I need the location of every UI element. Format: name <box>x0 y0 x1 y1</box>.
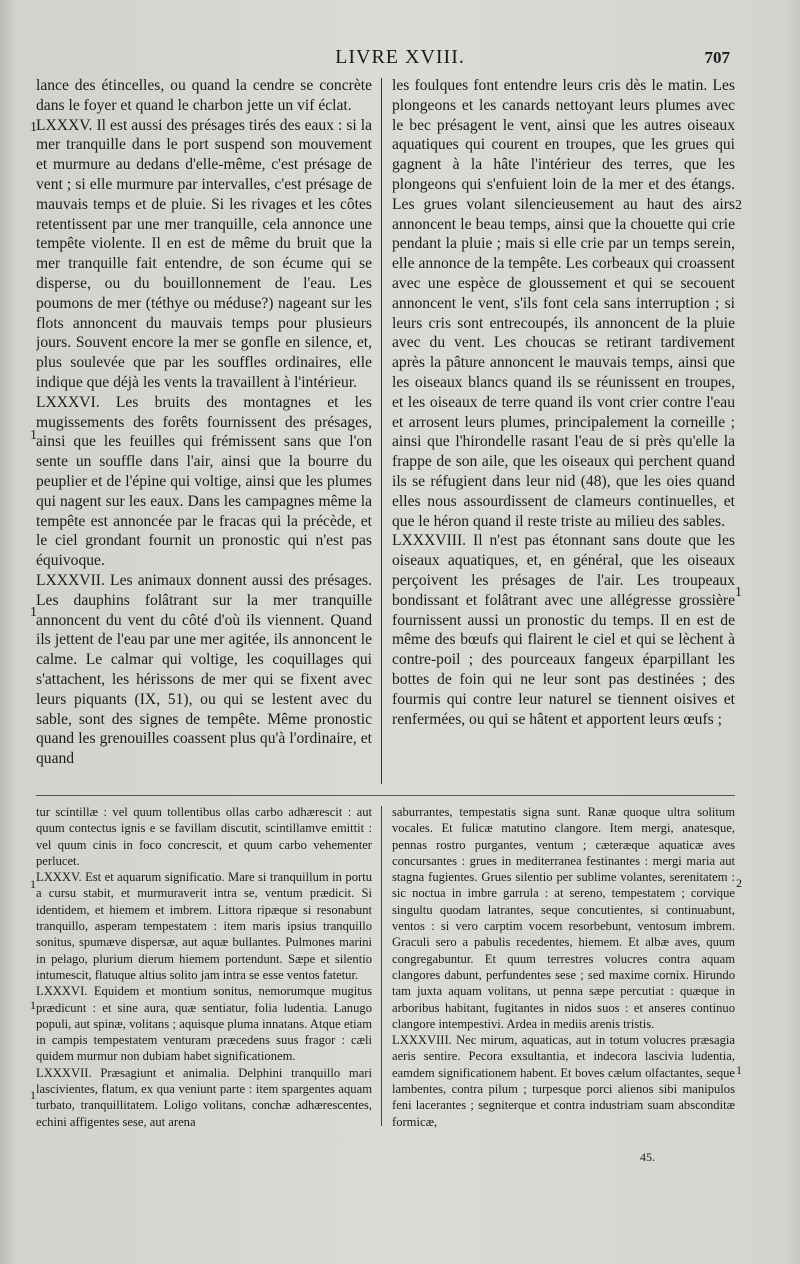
latin-paragraph-lxxxv: LXXXV. Est et aquarum significatio. Mare si tranquillum in portu a cursu stabit, et murmuraverit intra se, ventum prædicit. Si identidem, et hiemem et imbrem. Littora ripæque si resonabunt tranquillo, asperam tempestatem : item maris ipsius tranquillo sonitus, spumæve dispersæ, aut aquæ bullantes. Pulmones marini in pelago, plurium dierum hiemem portendunt. Sæpe et silentio intumescit, flatuque altius solito jam intra se esse ventos fatetur. <box>36 870 372 982</box>
margin-mark: 1 <box>30 1088 36 1102</box>
book-title: LIVRE XVIII. <box>335 46 465 68</box>
column-divider-lower <box>381 806 382 1126</box>
page-number: 707 <box>704 48 730 67</box>
margin-mark: 1 <box>30 120 37 135</box>
latin-paragraph: tur scintillæ : vel quum tollentibus ollas carbo adhærescit : aut quum contectus ignis e se favillam discutit, scintillamve emittit : vel quum cinis in foco concrescit, et quum carbo vehementer perlucet. <box>36 805 372 868</box>
french-column-right <box>392 76 735 788</box>
latin-column-right <box>392 804 735 1174</box>
margin-mark: 1 <box>735 585 742 600</box>
margin-mark: 2 <box>735 198 742 213</box>
latin-paragraph-lxxxvi: LXXXVI. Equidem et montium sonitus, nemorumque mugitus prædicunt : et sine aura, quæ sentiatur, folia ludentia. Lanugo populi, aut spinæ, volitans ; aquisque pluma innatans. Atque etiam in campis tempestatem venturam præcedens suus fragor : cæli quidem murmur non dubiam habet significationem. <box>36 984 372 1064</box>
paragraph-lxxxvii: LXXXVII. Les animaux donnent aussi des présages. Les dauphins folâtrant sur la mer tranquille annoncent du vent du côté d'où ils viennent. Quand ils jettent de l'eau par une mer agitée, ils annoncent le calme. Le calmar qui voltige, les coquillages qui s'attachent, les hérissons de mer qui se fixent avec leurs piquants (IX, 51), ou qui se lestent avec du sable, sont des signes de tempête. Même pronostic quand les grenouilles coassent plus qu'à l'ordinaire, et quand <box>36 571 372 768</box>
paragraph: lance des étincelles, ou quand la cendre se concrète dans le foyer et quand le charbon jette un vif éclat. <box>36 77 372 114</box>
latin-paragraph-lxxxviii: LXXXVIII. Nec mirum, aquaticas, aut in totum volucres præsagia aeris sentire. Pecora exsultantia, et indecora lascivia ludentia, eamdem significationem habent. Et boves cælum olfactantes, seque lambentes, contra pilum ; turpesque porci alienos sibi manipulos feni lacerantes ; segniterque et contra industriam suam absconditæ formicæ, <box>392 1033 735 1129</box>
french-column-left <box>36 76 372 788</box>
latin-paragraph: saburrantes, tempestatis signa sunt. Ranæ quoque ultra solitum vocales. Et fulicæ matutino clangore. Item mergi, anatesque, pennas rostro purgantes, ventum ; cæteræque aquaticæ aves concursantes : grues in mediterranea festinantes : mergi maria aut stagna fugientes. Grues silentio per sublime volantes, serenitatem : sic noctua in imbre garrula : at sereno, tempestatem ; corvique singultu quodam latrantes, seque concutientes, si continuabunt, ventos : si vero carptim vocem resorbebunt, ventosum imbrem. Graculi sero a pabulis recedentes, hiemem. Et albæ aves, quum congregabuntur. Et quum terrestres volucres contra aquam clangores dabunt, perfundentes sese ; sed maxime cornix. Hirundo tam juxta aquam volitans, ut penna sæpe percutiat : quæque in arboribus habitant, fugitantes in nidos suos : et anseres continuo clangore intempestivi. Ardea in mediis arenis tristis. <box>392 805 735 1031</box>
section-rule <box>36 795 735 796</box>
paragraph-lxxxvi: LXXXVI. Les bruits des montagnes et les mugissements des forêts fournissent des présages, ainsi que les feuilles qui frémissent sans que l'on sente un souffle dans l'air, ainsi que la bourre du peuplier et de l'épine qui voltige, ainsi que les plumes qui nagent sur les eaux. Dans les campagnes même la tempête est annoncée par le fracas qui la précède, et le ciel grondant fournit un pronostic qui n'est pas équivoque. <box>36 393 372 570</box>
margin-mark: 2 <box>736 876 742 890</box>
paragraph-lxxxviii: LXXXVIII. Il n'est pas étonnant sans doute que les oiseaux aquatiques, et, en général, que les oiseaux perçoivent les présages de l'air. Les troupeaux bondissant et folâtrant avec une allégresse grossière fournissent aussi un pronostic du temps. Il en est de même des bœufs qui flairent le ciel et qui se lèchent à contre-poil ; des pourceaux fangeux éparpillant les bottes de foin qui ne leur sont pas destinées ; des fourmis qui contre leur naturel se tiennent oisives et renfermées, ou qui se hâtent et apportent leurs œufs ; <box>392 532 735 728</box>
paragraph-lxxxv: LXXXV. Il est aussi des présages tirés des eaux : si la mer tranquille dans le port suspend son mouvement et murmure au dedans d'elle-même, c'est présage de vent ; si elle murmure par intervalles, c'est présage de mauvais temps et de pluie. Si les rivages et les côtes retentissent par une mer tranquille, cela annonce une tempête violente. Il en est de même du bruit que la mer tranquille fait entendre, de son écume qui se disperse, ou du bouillonnement de l'eau. Les poumons de mer (téthye ou méduse?) nageant sur les flots annoncent du mauvais temps pour plusieurs jours. Souvent encore la mer se gonfle en silence, et, plus soulevée que par les souffles ordinaires, elle indique que déjà les vents la travaillent à l'intérieur. <box>36 116 372 391</box>
margin-mark: 1 <box>30 605 37 620</box>
signature-mark: 45. <box>640 1150 655 1164</box>
paragraph: les foulques font entendre leurs cris dès le matin. Les plongeons et les canards nettoyant leurs plumes avec le bec présagent le vent, ainsi que les autres oiseaux aquatiques qui courent en troupes, que les grues qui gagnent à la hâte l'intérieur des terres, que les plongeons qui s'enfuient loin de la mer et des étangs. Les grues volant silencieusement au haut des airs annoncent le beau temps, ainsi que la chouette qui crie pendant la pluie ; mais si elle crie par un temps serein, elle annonce de la tempête. Les corbeaux qui croassent avec une espèce de gloussement et qui se secouent annoncent le vent, s'ils font cela sans interruption ; si leurs cris sont entrecoupés, ils annoncent de la pluie avec du vent. Les choucas se retirant tardivement après la pâture annoncent le mauvais temps, ainsi que les oiseaux blancs quand ils se réunissent en troupes, et les oiseaux de terre quand ils vont crier contre l'eau et arrosent leurs plumes, principalement la corneille ; ainsi que l'hirondelle rasant l'eau de si près qu'elle la frappe de son aile, que les oiseaux qui perchent quand ils se réfugient dans leur nid (48), que les oies quand elles nous assourdissent de clameurs continuelles, et que le héron quand il reste triste au milieu des sables. <box>392 77 735 530</box>
margin-mark: 1 <box>30 428 37 443</box>
margin-mark: 1 <box>30 998 36 1012</box>
column-divider <box>381 78 382 784</box>
margin-mark: 1 <box>736 1063 742 1077</box>
margin-mark: 1 <box>30 877 36 891</box>
latin-paragraph-lxxxvii: LXXXVII. Præsagiunt et animalia. Delphini tranquillo mari lascivientes, flatum, ex qua veniunt parte : item spargentes aquam turbato, tranquillitatem. Loligo volitans, conchæ adhærescentes, echini affigentes sese, aut arena <box>36 1065 372 1129</box>
latin-column-left <box>36 804 372 1174</box>
running-header <box>0 44 800 74</box>
